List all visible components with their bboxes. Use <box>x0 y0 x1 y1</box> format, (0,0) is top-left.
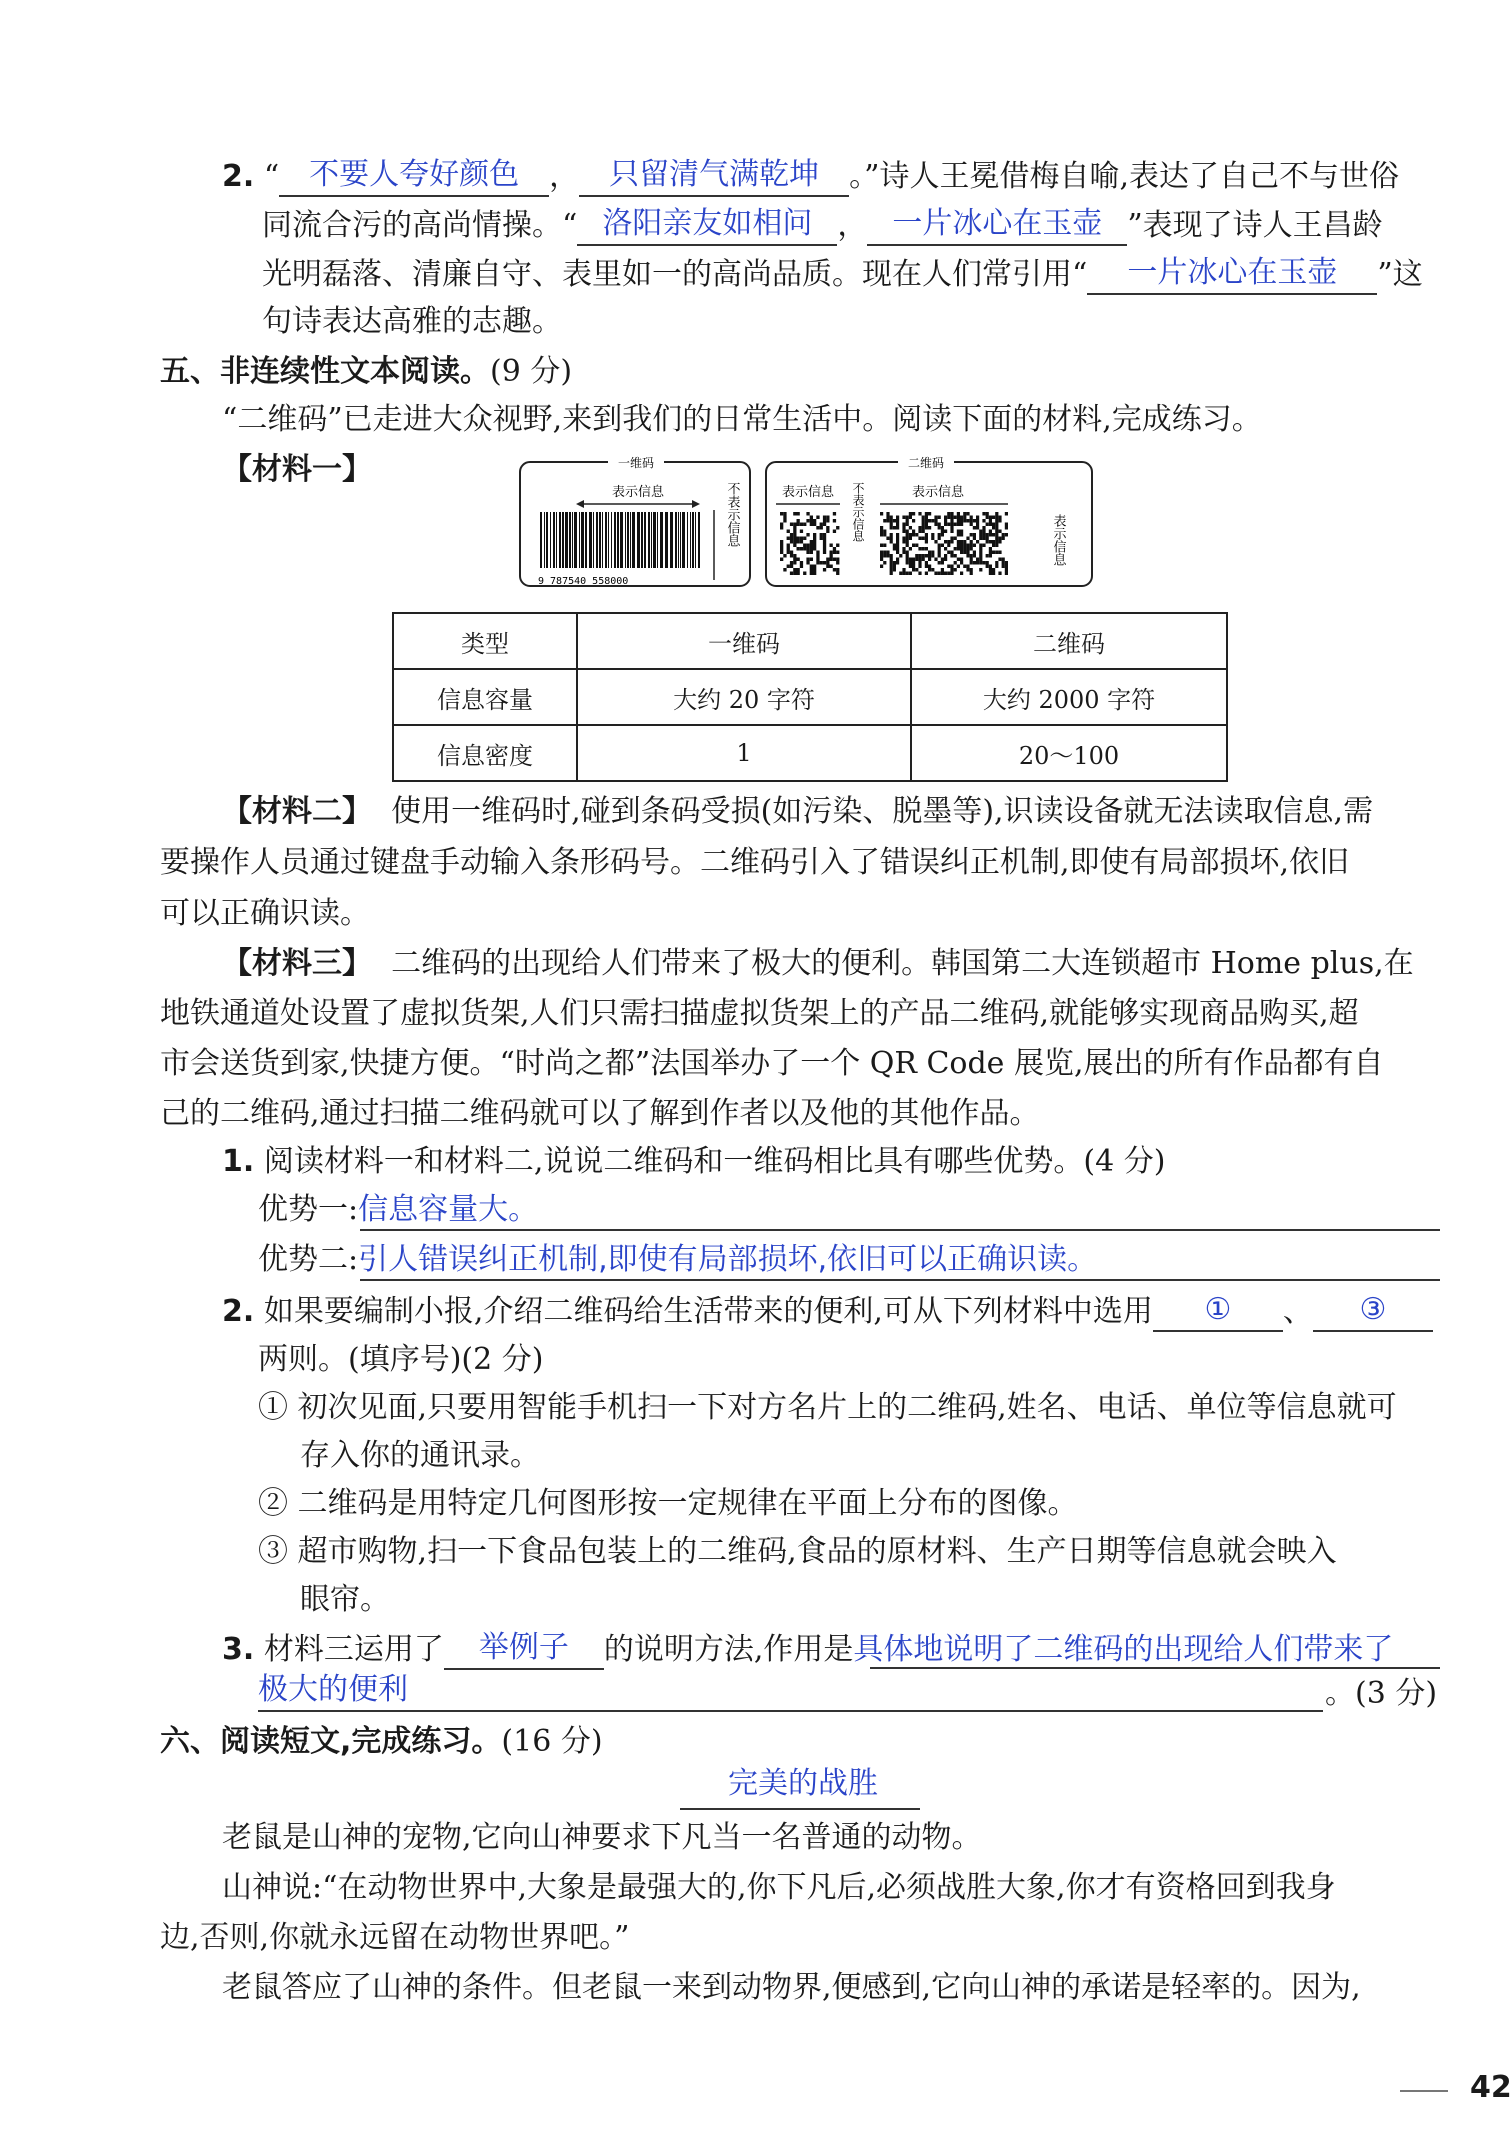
q2-answer-4[interactable]: 一片冰心在玉壶 <box>867 204 1127 246</box>
barcode1-bars <box>540 512 700 568</box>
material2-line1 <box>222 792 1373 832</box>
s5-q2-text: 如果要编制小报,介绍二维码给生活带来的便利,可从下列材料中选用 <box>263 1294 1153 1329</box>
advantage2-underline <box>360 1279 1440 1281</box>
q2-line3-start: 光明磊落、清廉自守、表里如一的高尚品质。现在人们常引用“ <box>262 257 1088 292</box>
s5-q3 <box>222 1628 1393 1670</box>
story-line: 山神说:“在动物世界中,大象是最强大的,你下凡后,必须战胜大象,你才有资格回到我身 <box>222 1870 1336 1905</box>
barcode-illustration <box>518 452 1094 592</box>
story-title[interactable]: 完美的战胜 <box>728 1766 878 1801</box>
s5-q2-answer-2[interactable]: ③ <box>1313 1290 1433 1332</box>
q2-open-quote: “ <box>263 159 280 194</box>
advantage1-underline <box>360 1229 1440 1231</box>
barcode1-noinfo-label: 不表示信息 <box>724 482 740 547</box>
section5-score: (9 分) <box>490 354 573 389</box>
material2-label: 【材料二】 <box>222 794 372 829</box>
option-1 <box>258 1388 1397 1428</box>
advantage2 <box>258 1240 1097 1280</box>
q2-line4: 句诗表达高雅的志趣。 <box>262 304 562 339</box>
material3-label: 【材料三】 <box>222 946 372 981</box>
footer-dash <box>1400 2090 1448 2092</box>
s5-q3-answer-1[interactable]: 举例子 <box>444 1628 604 1670</box>
table-header-cell: 二维码 <box>911 613 1227 669</box>
table-header-cell: 类型 <box>393 613 577 669</box>
table-header-row <box>393 613 1227 669</box>
table-cell: 信息容量 <box>393 669 577 725</box>
s5-q2-answer-1[interactable]: ① <box>1153 1290 1283 1332</box>
s5-q3-answer-2a[interactable]: 具体地说明了二维码的出现给人们带来了 <box>853 1632 1394 1667</box>
section6-score: (16 分) <box>501 1724 603 1759</box>
table-row <box>393 725 1227 781</box>
s5-q1-number: 1. <box>222 1144 255 1179</box>
section5-heading <box>160 352 572 392</box>
table-row <box>393 669 1227 725</box>
q2-line2-start: 同流合污的高尚情操。“ <box>262 208 578 243</box>
barcode1-info-label: 表示信息 <box>611 485 665 500</box>
s5-q3-text1: 材料三运用了 <box>263 1632 444 1667</box>
page-number: 42 <box>1470 2070 1512 2105</box>
option-2-mark: ② <box>258 1486 288 1521</box>
advantage1-answer[interactable]: 信息容量大。 <box>358 1192 539 1227</box>
comparison-table <box>392 612 1228 782</box>
advantage1-label: 优势一: <box>258 1192 359 1227</box>
option-1-mark: ① <box>258 1390 288 1425</box>
q2-line3 <box>262 253 1423 295</box>
q2-answer-5[interactable]: 一片冰心在玉壶 <box>1087 253 1377 295</box>
qr-code-square <box>780 512 839 575</box>
story-line: 边,否则,你就永远留在动物世界吧。” <box>160 1920 630 1955</box>
barcode2-noinfo-label: 不表示信息 <box>851 482 865 542</box>
s5-q3-text2: 的说明方法,作用是 <box>603 1632 854 1667</box>
q2-line3-end: ”这 <box>1377 257 1423 292</box>
material3-line1 <box>222 944 1414 984</box>
table-cell: 20～100 <box>911 725 1227 781</box>
q2-comma-2: ， <box>837 208 868 243</box>
q2-comma-1: ， <box>549 159 580 194</box>
barcode2-info-label-a: 表示信息 <box>781 485 835 500</box>
barcode1-digits: 9 787540 558000 <box>538 576 629 587</box>
section5-intro: “二维码”已走进大众视野,来到我们的日常生活中。阅读下面的材料,完成练习。 <box>222 402 1262 437</box>
option-2 <box>258 1484 1078 1524</box>
material3-line2: 地铁通道处设置了虚拟货架,人们只需扫描虚拟货架上的产品二维码,就能够实现商品购买,超 <box>160 996 1359 1031</box>
q2-line2-end: ”表现了诗人王昌龄 <box>1127 208 1383 243</box>
s5-q3-end: 。(3 分) <box>1325 1676 1438 1711</box>
section5-title: 五、非连续性文本阅读。 <box>160 354 490 389</box>
s5-q2-line2: 两则。(填序号)(2 分) <box>258 1342 544 1377</box>
section6-title: 六、阅读短文,完成练习。 <box>160 1724 502 1759</box>
q2-answer-3[interactable]: 洛阳亲友如相问 <box>577 204 837 246</box>
barcode2-title: 二维码 <box>907 456 945 470</box>
s5-q2 <box>222 1290 1433 1332</box>
qr-code-rect <box>880 512 1008 575</box>
q2-answer-1[interactable]: 不要人夸好颜色 <box>279 155 549 197</box>
section6-heading <box>160 1722 603 1762</box>
option-3-mark: ③ <box>258 1534 288 1569</box>
material3-line4: 己的二维码,通过扫描二维码就可以了解到作者以及他的其他作品。 <box>160 1096 1040 1131</box>
advantage2-answer[interactable]: 引人错误纠正机制,即使有局部损坏,依旧可以正确识读。 <box>358 1242 1098 1277</box>
q2-line1 <box>222 155 1399 197</box>
option-3 <box>258 1532 1337 1572</box>
option-1-text: 初次见面,只要用智能手机扫一下对方名片上的二维码,姓名、电话、单位等信息就可 <box>297 1390 1397 1425</box>
s5-q3-answer-2b[interactable]: 极大的便利 <box>258 1672 408 1707</box>
s5-q1-text: 阅读材料一和材料二,说说二维码和一维码相比具有哪些优势。(4 分) <box>263 1144 1166 1179</box>
s5-q3-underline-1 <box>870 1667 1440 1669</box>
material2-text: 使用一维码时,碰到条码受损(如污染、脱墨等),识读设备就无法读取信息,需 <box>391 794 1374 829</box>
advantage1 <box>258 1190 538 1230</box>
option-3-line2: 眼帘。 <box>300 1582 390 1617</box>
material2-line3: 可以正确识读。 <box>160 896 370 931</box>
table-cell: 信息密度 <box>393 725 577 781</box>
q2-line1-rest: 。”诗人王冕借梅自喻,表达了自己不与世俗 <box>849 159 1400 194</box>
barcode2-info-label-c: 表示信息 <box>1050 514 1066 566</box>
table-cell: 大约 20 字符 <box>577 669 911 725</box>
option-3-text: 超市购物,扫一下食品包装上的二维码,食品的原材料、生产日期等信息就会映入 <box>297 1534 1337 1569</box>
story-line: 老鼠答应了山神的条件。但老鼠一来到动物界,便感到,它向山神的承诺是轻率的。因为, <box>222 1970 1361 2005</box>
s5-q3-underline-2 <box>258 1710 1323 1712</box>
q2-line2 <box>262 204 1383 246</box>
s5-q2-separator: 、 <box>1282 1294 1313 1329</box>
barcode2-info-label-b: 表示信息 <box>911 485 965 500</box>
material1-label: 【材料一】 <box>222 452 372 487</box>
advantage2-label: 优势二: <box>258 1242 359 1277</box>
s5-q1 <box>222 1142 1165 1182</box>
table-cell: 大约 2000 字符 <box>911 669 1227 725</box>
s5-q3-number: 3. <box>222 1632 255 1667</box>
s5-q3-line2 <box>258 1670 408 1710</box>
material3-line3: 市会送货到家,快捷方便。“时尚之都”法国举办了一个 QR Code 展览,展出的所有作品都有自 <box>160 1046 1384 1081</box>
q2-answer-2[interactable]: 只留清气满乾坤 <box>579 155 849 197</box>
table-header-cell: 一维码 <box>577 613 911 669</box>
table-cell: 1 <box>577 725 911 781</box>
story-title-underline <box>680 1808 920 1810</box>
option-1-line2: 存入你的通讯录。 <box>300 1438 540 1473</box>
barcode1-title: 一维码 <box>617 456 655 470</box>
option-2-text: 二维码是用特定几何图形按一定规律在平面上分布的图像。 <box>297 1486 1078 1521</box>
q2-number: 2. <box>222 159 255 194</box>
story-line: 老鼠是山神的宠物,它向山神要求下凡当一名普通的动物。 <box>222 1820 982 1855</box>
s5-q2-number: 2. <box>222 1294 255 1329</box>
material3-text: 二维码的出现给人们带来了极大的便利。韩国第二大连锁超市 Home plus,在 <box>391 946 1414 981</box>
material2-line2: 要操作人员通过键盘手动输入条形码号。二维码引入了错误纠正机制,即使有局部损坏,依旧 <box>160 845 1350 880</box>
